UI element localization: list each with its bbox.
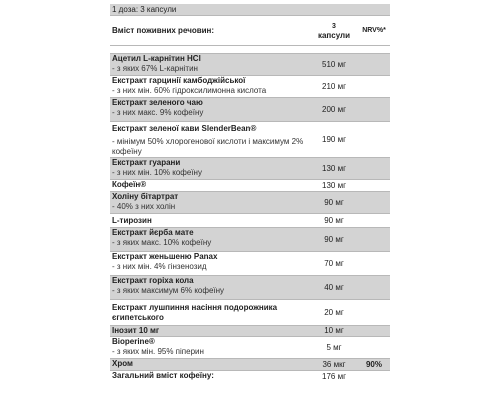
ingredient-detail: - з яких 67% L-карнітин [112,64,198,73]
ingredient-nrv [358,326,390,336]
ingredient-row [110,359,390,371]
ingredient-detail: - з яких мін. 95% піперин [112,347,204,356]
ingredient-row [110,252,390,276]
ingredient-nrv: 90% [365,359,382,369]
ingredient-amount: 190 мг [322,134,346,144]
ingredient-name: Хром [112,359,133,368]
ingredient-detail: - з них макс. 9% кофеїну [112,108,204,117]
ingredient-amount: 90 мг [324,234,344,244]
ingredient-nrv [358,300,390,325]
header-row [110,16,390,46]
ingredient-name: Кофеїн® [112,180,147,189]
ingredient-row [110,54,390,76]
ingredient-name: Екстракт горіха кола [112,276,194,285]
ingredient-nrv [358,276,390,299]
ingredient-nrv [358,54,390,75]
header-serving [310,16,358,45]
caffeine-total-row [110,371,390,383]
ingredient-nrv [358,228,390,251]
ingredient-name: L-тирозин [112,215,152,225]
ingredient-name: Екстракт гарцинії камбоджійської [112,76,246,85]
ingredient-name: Інозит 10 мг [112,326,160,335]
ingredient-amount: 20 мг [324,307,344,317]
ingredient-name: Екстракт зеленого чаю [112,98,203,107]
ingredient-amount: 510 мг [322,59,346,69]
ingredient-row [110,76,390,98]
ingredient-amount: 210 мг [322,81,346,91]
ingredient-amount: 200 мг [322,104,346,114]
ingredient-name: Екстракт лушпиння насіння подорожника єгипетського [112,302,278,322]
caffeine-total-amount: 176 мг [322,372,346,381]
ingredient-row [110,158,390,180]
header-serving-count: 3 [332,22,336,30]
ingredient-amount: 36 мкг [322,359,346,369]
ingredient-nrv [358,192,390,213]
ingredient-detail: - з них мін. 60% гідроксилимонна кислота [112,86,267,95]
ingredient-name: Bioperine® [112,337,155,346]
ingredient-amount: 130 мг [322,163,346,173]
ingredient-name: Екстракт гуарани [112,158,181,167]
ingredient-name: Екстракт йєрба мате [112,228,194,237]
header-nrv: NRV%* [362,26,386,34]
nutrition-table [110,4,390,383]
header-title: Вміст поживних речовин: [112,25,215,35]
ingredient-detail: - з яких макс. 10% кофеїну [112,238,212,247]
ingredient-name: Екстракт зеленої кави SlenderBean® [112,124,257,133]
ingredient-nrv [358,214,390,227]
ingredient-amount: 5 мг [326,342,342,352]
ingredient-nrv [358,158,390,179]
ingredient-amount: 10 мг [324,326,344,335]
ingredient-name: Екстракт женьшеню Panax [112,252,218,261]
ingredient-amount: 130 мг [322,180,346,190]
ingredient-name: Холіну бітартрат [112,192,179,201]
ingredient-detail: - з яких максимум 6% кофеїну [112,286,225,295]
ingredient-row [110,214,390,228]
ingredient-row [110,122,390,158]
ingredient-amount: 90 мг [324,215,344,225]
header-serving-unit: капсули [317,30,351,40]
ingredient-amount: 40 мг [324,282,344,292]
ingredient-nrv [358,76,390,97]
ingredient-detail: - 40% з них холін [112,202,176,211]
ingredient-row [110,337,390,359]
ingredient-detail: - мінімум 50% хлорогенової кислоти і максимум 2% кофеїну [112,137,304,156]
ingredient-detail: - з них мін. 4% гінзенозид [112,262,207,271]
ingredient-row [110,98,390,122]
spacer-row [110,46,390,54]
dose-row [110,4,390,16]
ingredient-row [110,192,390,214]
caffeine-total-label: Загальний вміст кофеїну: [112,371,214,380]
ingredient-nrv [358,180,390,191]
ingredient-nrv [358,337,390,358]
ingredient-row [110,228,390,252]
ingredient-nrv [358,98,390,121]
caffeine-total-nrv [358,371,390,383]
ingredient-row [110,300,390,326]
dose-label: 1 доза: 3 капсули [112,5,177,14]
ingredient-row [110,326,390,337]
ingredient-amount: 90 мг [324,197,344,207]
ingredient-amount: 70 мг [324,258,344,268]
ingredient-detail: - з них мін. 10% кофеїну [112,168,202,177]
ingredient-nrv [358,122,390,157]
ingredient-nrv [358,252,390,275]
ingredient-name: Ацетил L-карнітин HCl [112,54,201,63]
ingredient-row [110,276,390,300]
ingredient-row [110,180,390,192]
